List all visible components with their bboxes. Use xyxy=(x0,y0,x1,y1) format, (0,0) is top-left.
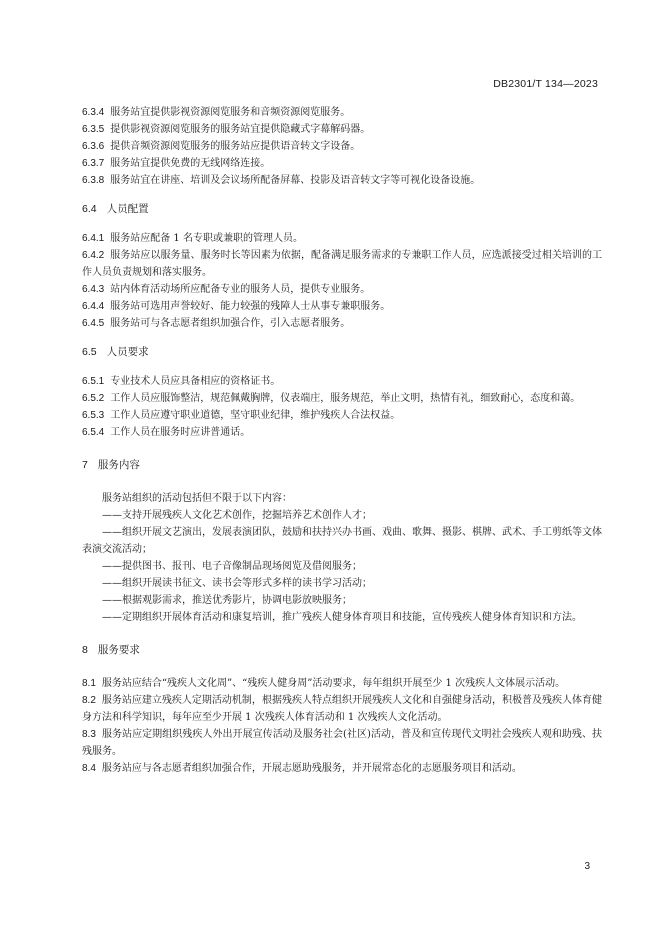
list-item: ——支持开展残疾人文化艺术创作，挖掘培养艺术创作人才； xyxy=(102,510,372,521)
clause-6-4-3: 6.4.3 站内体育活动场所应配备专业的服务人员，提供专业服务。 xyxy=(82,284,371,295)
section-heading-8: 8 服务要求 xyxy=(82,644,140,656)
list-item: ——根据观影需求，推送优秀影片，协调电影放映服务； xyxy=(102,595,352,606)
clause-6-4-1: 6.4.1 服务站应配备 1 名专职或兼职的管理人员。 xyxy=(82,233,303,244)
clause-6-5-3: 6.5.3 工作人员应遵守职业道德，坚守职业纪律，维护残疾人合法权益。 xyxy=(82,410,401,421)
clause-6-3-4: 6.3.4 服务站宜提供影视资源阅览服务和音频资源阅览服务。 xyxy=(82,107,351,118)
list-item: ——提供图书、报刊、电子音像制品现场阅览及借阅服务； xyxy=(102,561,362,572)
clause-8-3: 8.3 服务站应定期组织残疾人外出开展宣传活动及服务社会(社区)活动，普及和宣传现代文明社会残疾人观和助残、扶残服务。 xyxy=(82,729,602,757)
clause-8-2: 8.2 服务站应建立残疾人定期活动机制，根据残疾人特点组织开展残疾人文化和自强健身活动，积极普及残疾人体育健身方法和科学知识，每年应至少开展 1 次残疾人体育活动和 1 次残疾人文化活动。 xyxy=(82,695,602,723)
list-item: ——定期组织开展体育活动和康复培训，推广残疾人健身体育项目和技能，宣传残疾人健身体育知识和方法。 xyxy=(102,612,582,623)
section-7-intro: 服务站组织的活动包括但不限于以下内容： xyxy=(102,493,292,504)
clause-6-5-1: 6.5.1 专业技术人员应具备相应的资格证书。 xyxy=(82,376,281,387)
document-code: DB2301/T 134—2023 xyxy=(493,78,598,90)
clause-8-4: 8.4 服务站应与各志愿者组织加强合作，开展志愿助残服务，并开展常态化的志愿服务项目和活动。 xyxy=(82,763,522,774)
document-body xyxy=(82,104,602,777)
clause-6-4-5: 6.4.5 服务站可与各志愿者组织加强合作，引入志愿者服务。 xyxy=(82,318,351,329)
clause-6-3-8: 6.3.8 服务站宜在讲座、培训及会议场所配备屏幕、投影及语音转文字等可视化设备设施。 xyxy=(82,175,481,186)
list-item: ——组织开展文艺演出，发展表演团队，鼓励和扶持兴办书画、戏曲、歌舞、摄影、棋牌、武术、手工剪纸等文体表演交流活动； xyxy=(82,527,602,555)
clause-6-5-4: 6.5.4 工作人员在服务时应讲普通话。 xyxy=(82,427,251,438)
clause-6-4-4: 6.4.4 服务站可选用声誉较好、能力较强的残障人士从事专兼职服务。 xyxy=(82,301,391,312)
section-heading-7: 7 服务内容 xyxy=(82,459,140,471)
clause-6-4-2: 6.4.2 服务站应以服务量、服务时长等因素为依据，配备满足服务需求的专兼职工作人员，应选派接受过相关培训的工作人员负责规划和落实服务。 xyxy=(82,250,602,278)
clause-6-3-7: 6.3.7 服务站宜提供免费的无线网络连接。 xyxy=(82,158,271,169)
clause-6-5-2: 6.5.2 工作人员应服饰整洁，规范佩戴胸牌，仪表端庄，服务规范，举止文明，热情有礼，细致耐心，态度和蔼。 xyxy=(82,393,581,404)
list-item: ——组织开展读书征文、读书会等形式多样的读书学习活动； xyxy=(102,578,372,589)
section-heading-6-4: 6.4 人员配置 xyxy=(82,203,149,215)
clause-6-3-6: 6.3.6 提供音频资源阅览服务的服务站应提供语音转文字设备。 xyxy=(82,141,361,152)
clause-6-3-5: 6.3.5 提供影视资源阅览服务的服务站宜提供隐藏式字幕解码器。 xyxy=(82,124,371,135)
clause-8-1: 8.1 服务站应结合“残疾人文化周”、“残疾人健身周”活动要求，每年组织开展至少 1 次残疾人文体展示活动。 xyxy=(82,678,566,689)
page-number: 3 xyxy=(584,861,590,872)
section-heading-6-5: 6.5 人员要求 xyxy=(82,346,149,358)
